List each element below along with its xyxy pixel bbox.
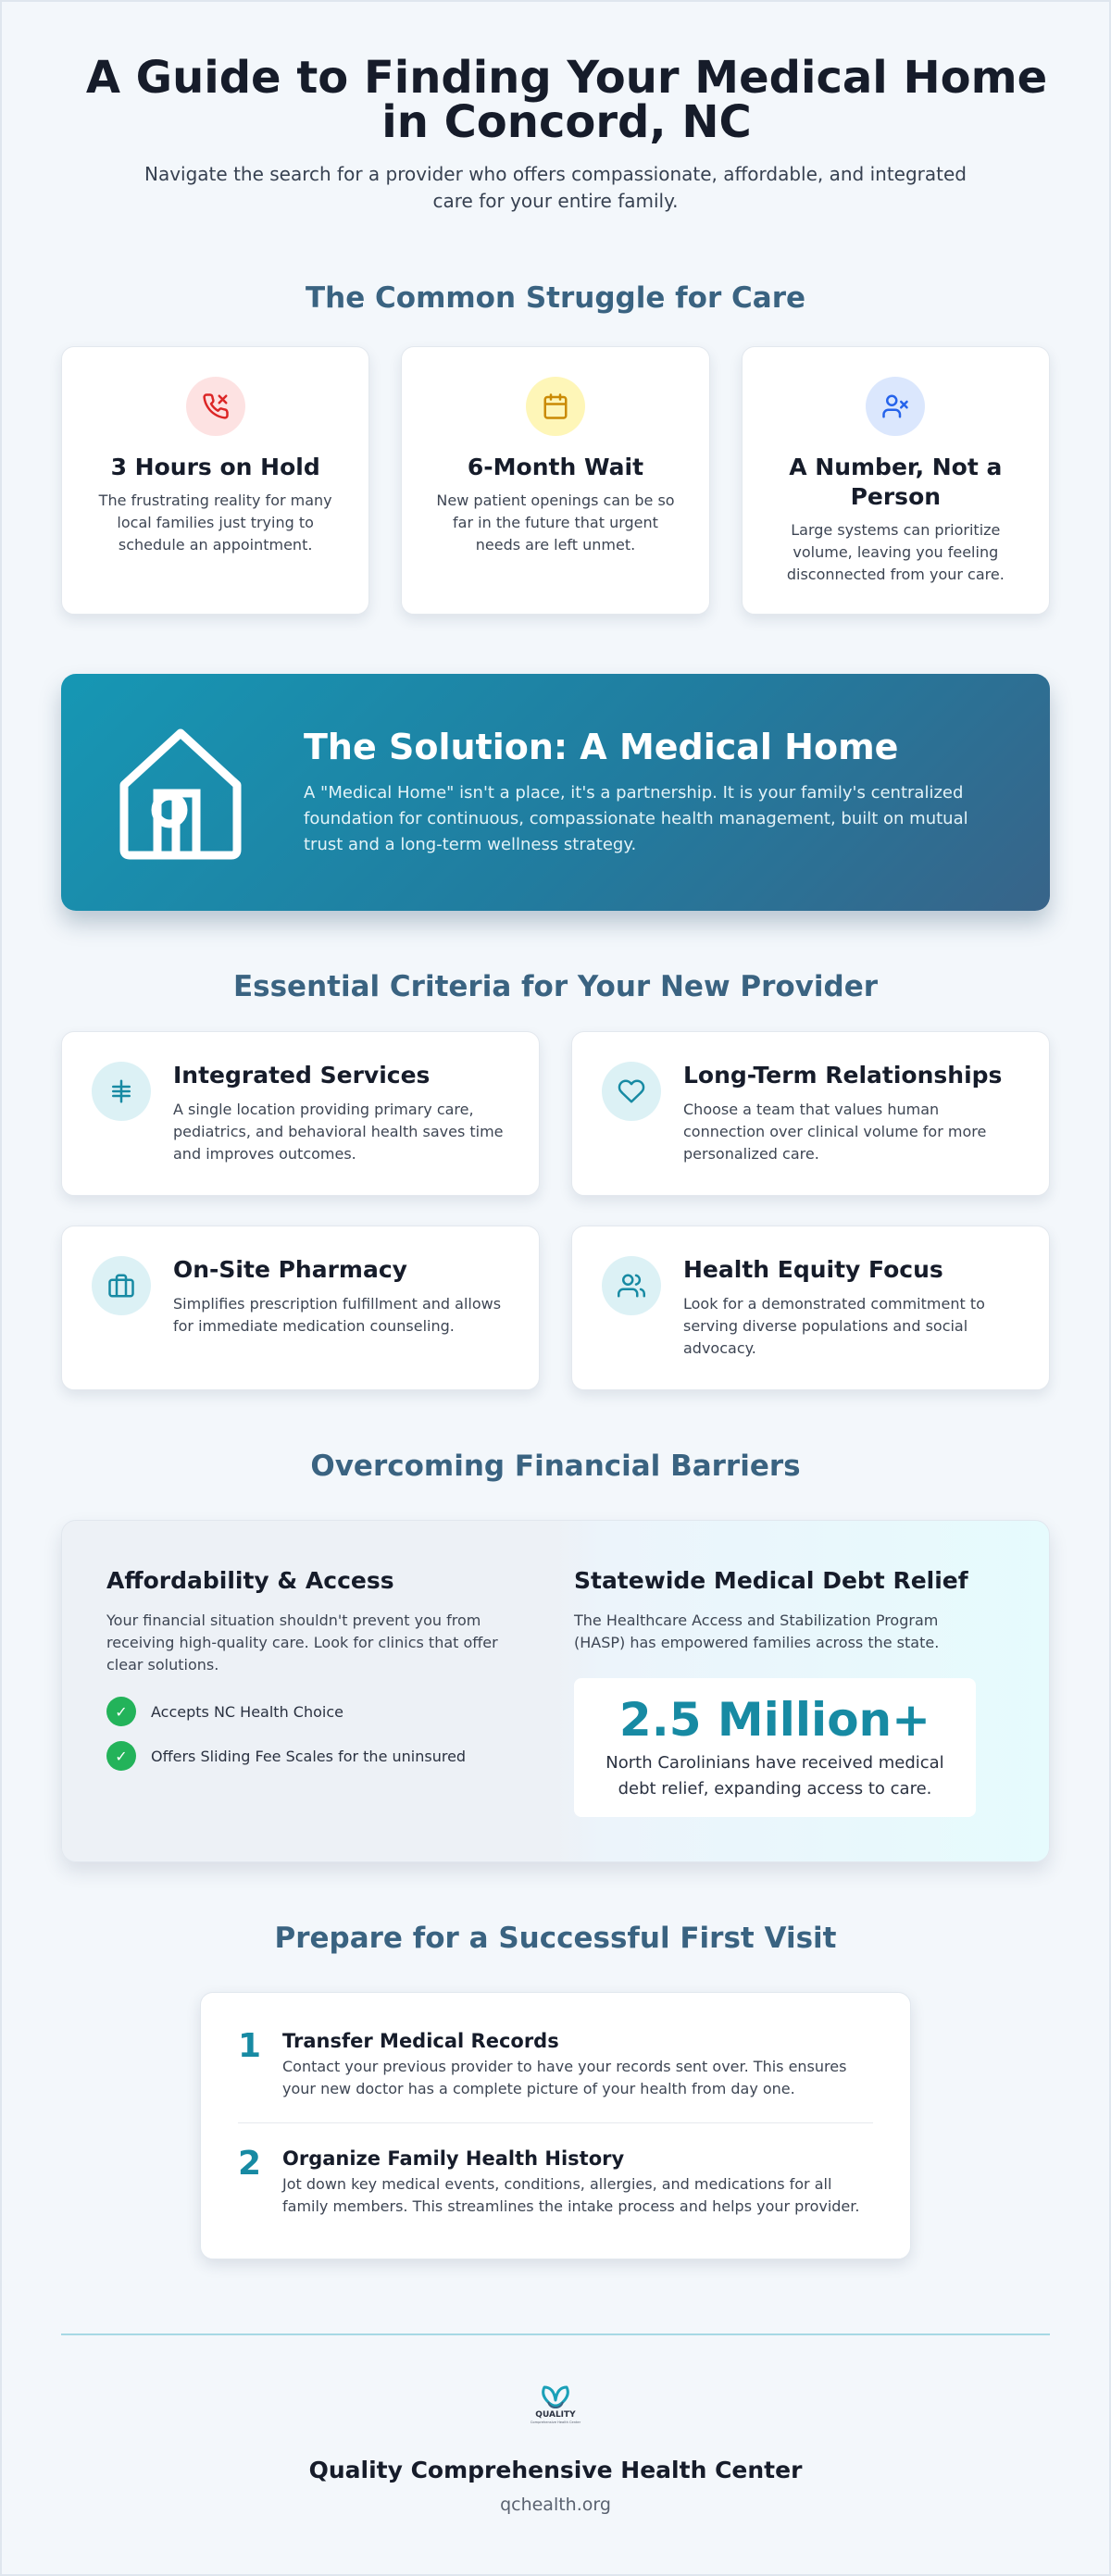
struggle-cards <box>2 346 1109 615</box>
hero <box>2 2 1109 215</box>
criteria-title: Essential Criteria for Your New Provider <box>232 970 879 1003</box>
calendar-icon <box>526 377 585 436</box>
solution-title: The Solution: A Medical Home <box>304 727 899 767</box>
criteria-card-title: On-Site Pharmacy <box>173 1256 407 1283</box>
criteria-card-title: Integrated Services <box>173 1062 431 1089</box>
criteria-card-text: A single location providing primary care, pediatrics, and behavioral health saves time and improves outcomes. <box>173 1101 504 1163</box>
stat-number: 2.5 Million+ <box>618 1693 931 1747</box>
struggle-card-hold <box>61 346 369 615</box>
step-item <box>238 2028 873 2100</box>
check-item <box>106 1741 556 1771</box>
finance-title: Overcoming Financial Barriers <box>310 1450 801 1483</box>
footer <box>2 2382 1109 2515</box>
check-icon: ✓ <box>106 1741 136 1771</box>
heart-icon <box>602 1062 661 1121</box>
users-icon <box>602 1256 661 1315</box>
step-number: 2 <box>238 2145 262 2183</box>
struggle-title: The Common Struggle for Care <box>305 281 806 315</box>
criteria-grid <box>2 1031 1109 1390</box>
step-number: 1 <box>238 2027 262 2065</box>
footer-divider <box>61 2333 1050 2335</box>
finance-panel <box>61 1520 1050 1862</box>
criteria-card-text: Choose a team that values human connection over clinical volume for more personalized care. <box>683 1101 987 1163</box>
struggle-card-text: Large systems can prioritize volume, leaving you feeling disconnected from your care. <box>786 521 1005 583</box>
affordability-text: Your financial situation shouldn't prevent you from receiving high-quality care. Look for clinics that offer clear solutions. <box>106 1612 498 1674</box>
logo-text: QUALITY <box>535 2410 576 2420</box>
phone-icon <box>186 377 245 436</box>
page-subtitle: Navigate the search for a provider who offers compassionate, affordable, and integrated care for your entire family. <box>144 163 967 212</box>
criteria-card-integrated <box>61 1031 540 1196</box>
step-title: Transfer Medical Records <box>282 2030 559 2052</box>
struggle-card-title: 6-Month Wait <box>467 454 644 480</box>
solution-banner <box>61 674 1050 911</box>
steps-card <box>200 1992 911 2259</box>
criteria-card-relationships <box>571 1031 1050 1196</box>
integrated-icon <box>92 1062 151 1121</box>
stat-description: North Carolinians have received medical debt relief, expanding access to care. <box>605 1753 944 1798</box>
criteria-card-title: Long-Term Relationships <box>683 1062 1003 1089</box>
step-title: Organize Family Health History <box>282 2147 625 2170</box>
struggle-card-wait <box>401 346 709 615</box>
debt-relief-block <box>556 1521 1049 1861</box>
debt-relief-text: The Healthcare Access and Stabilization Program (HASP) has empowered families across the state. <box>573 1612 940 1651</box>
criteria-card-title: Health Equity Focus <box>683 1256 943 1283</box>
logo <box>522 2382 589 2426</box>
affordability-block <box>62 1521 556 1861</box>
struggle-card-number <box>742 346 1050 615</box>
check-label: Offers Sliding Fee Scales for the uninsured <box>151 1747 467 1765</box>
check-label: Accepts NC Health Choice <box>151 1702 343 1721</box>
criteria-card-text: Look for a demonstrated commitment to serving diverse populations and social advocacy. <box>683 1295 985 1357</box>
check-icon: ✓ <box>106 1697 136 1726</box>
struggle-card-text: New patient openings can be so far in the future that urgent needs are left unmet. <box>436 492 675 554</box>
user-x-icon <box>866 377 925 436</box>
debt-relief-title: Statewide Medical Debt Relief <box>573 1567 968 1594</box>
check-item <box>106 1697 556 1726</box>
step-text: Jot down key medical events, conditions, allergies, and medications for all family members. This streamlines the intake process and helps your provider. <box>282 2175 860 2215</box>
medical-home-icon <box>117 724 244 861</box>
prepare-title: Prepare for a Successful First Visit <box>274 1922 837 1955</box>
criteria-card-equity <box>571 1226 1050 1390</box>
website-url[interactable]: qchealth.org <box>500 2495 611 2515</box>
struggle-card-title: A Number, Not a Person <box>789 454 1003 510</box>
affordability-title: Affordability & Access <box>106 1567 394 1594</box>
page-title: A Guide to Finding Your Medical Home in Concord, NC <box>85 52 1048 148</box>
step-item <box>238 2122 873 2218</box>
criteria-card-pharmacy <box>61 1226 540 1390</box>
org-name: Quality Comprehensive Health Center <box>308 2457 803 2483</box>
logo-subtext: Comprehensive Health Center <box>530 2420 581 2424</box>
criteria-card-text: Simplifies prescription fulfillment and allows for immediate medication counseling. <box>173 1295 502 1335</box>
solution-text-block <box>304 727 994 858</box>
struggle-card-title: 3 Hours on Hold <box>110 454 320 480</box>
stat-box <box>574 1678 976 1817</box>
struggle-card-text: The frustrating reality for many local families just trying to schedule an appointment. <box>98 492 332 554</box>
briefcase-icon <box>92 1256 151 1315</box>
solution-text: A "Medical Home" isn't a place, it's a partnership. It is your family's centralized foundation for continuous, compassionate health management, built on mutual trust and a long-term wellness strategy. <box>304 783 968 854</box>
step-text: Contact your previous provider to have your records sent over. This ensures your new doctor has a complete picture of your health from day one. <box>282 2058 847 2097</box>
